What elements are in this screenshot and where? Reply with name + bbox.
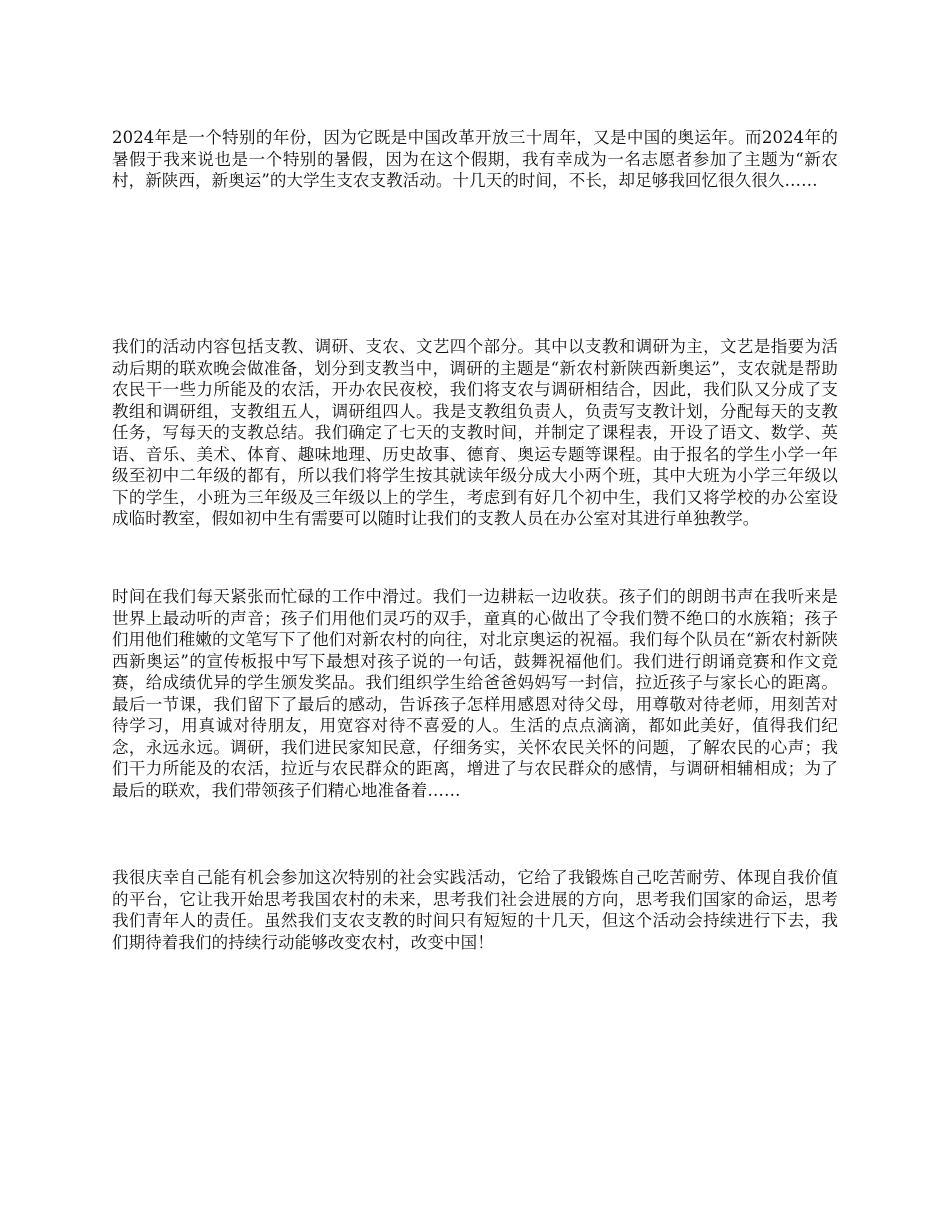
paragraph-activities: 我们的活动内容包括支教、调研、支农、文艺四个部分。其中以支教和调研为主，文艺是指要为活动后期的联欢晚会做准备，划分到支教当中，调研的主题是“新农村新陕西新奥运”，支农就是帮助农民干一些力所能及的农活，开办农民夜校，我们将支农与调研相结合，因此，我们队又分成了支教组和调研组，支教组五人，调研组四人。我是支教组负责人，负责写支教计划，分配每天的支教任务，写每天的支教总结。我们确定了七天的支教时间，并制定了课程表，开设了语文、数学、英语、音乐、美术、体育、趣味地理、历史故事、德育、奥运专题等课程。由于报名的学生小学一年级至初中二年级的都有，所以我们将学生按其就读年级分成大小两个班，其中大班为小学三年级以下的学生，小班为三年级及三年级以上的学生，考虑到有好几个初中生，我们又将学校的办公室设成临时教室，假如初中生有需要可以随时让我们的支教人员在办公室对其进行单独教学。 [112,337,838,528]
paragraph-conclusion: 我很庆幸自己能有机会参加这次特别的社会实践活动，它给了我锻炼自己吃苦耐劳、体现自我价值的平台，它让我开始思考我国农村的未来，思考我们社会进展的方向，思考我们国家的命运，思考我们青年人的责任。虽然我们支农支教的时间只有短短的十几天，但这个活动会持续进行下去，我们期待着我们的持续行动能够改变农村，改变中国！ [112,868,838,952]
paragraph-experience: 时间在我们每天紧张而忙碌的工作中滑过。我们一边耕耘一边收获。孩子们的朗朗书声在我听来是世界上最动听的声音；孩子们用他们灵巧的双手，童真的心做出了令我们赞不绝口的水族箱；孩子们用他们稚嫩的文笔写下了他们对新农村的向往，对北京奥运的祝福。我们每个队员在“新农村新陕西新奥运”的宣传板报中写下最想对孩子说的一句话，鼓舞祝福他们。我们进行朗诵竞赛和作文竞赛，给成绩优异的学生颁发奖品。我们组织学生给爸爸妈妈写一封信，拉近孩子与家长心的距离。最后一节课，我们留下了最后的感动，告诉孩子怎样用感恩对待父母，用尊敬对待老师，用刻苦对待学习，用真诚对待朋友，用宽容对待不喜爱的人。生活的点点滴滴，都如此美好，值得我们纪念，永远永远。调研，我们进民家知民意，仔细务实，关怀农民关怀的问题，了解农民的心声；我们干力所能及的农活，拉近与农民群众的距离，增进了与农民群众的感情，与调研相辅相成；为了最后的联欢，我们带领孩子们精心地准备着…… [112,587,838,800]
paragraph-intro: 2024年是一个特别的年份，因为它既是中国改革开放三十周年，又是中国的奥运年。而2024年的暑假于我来说也是一个特别的暑假，因为在这个假期，我有幸成为一名志愿者参加了主题为“新农村，新陕西，新奥运”的大学生支农支教活动。十几天的时间，不长，却足够我回忆很久很久…… [112,128,838,190]
